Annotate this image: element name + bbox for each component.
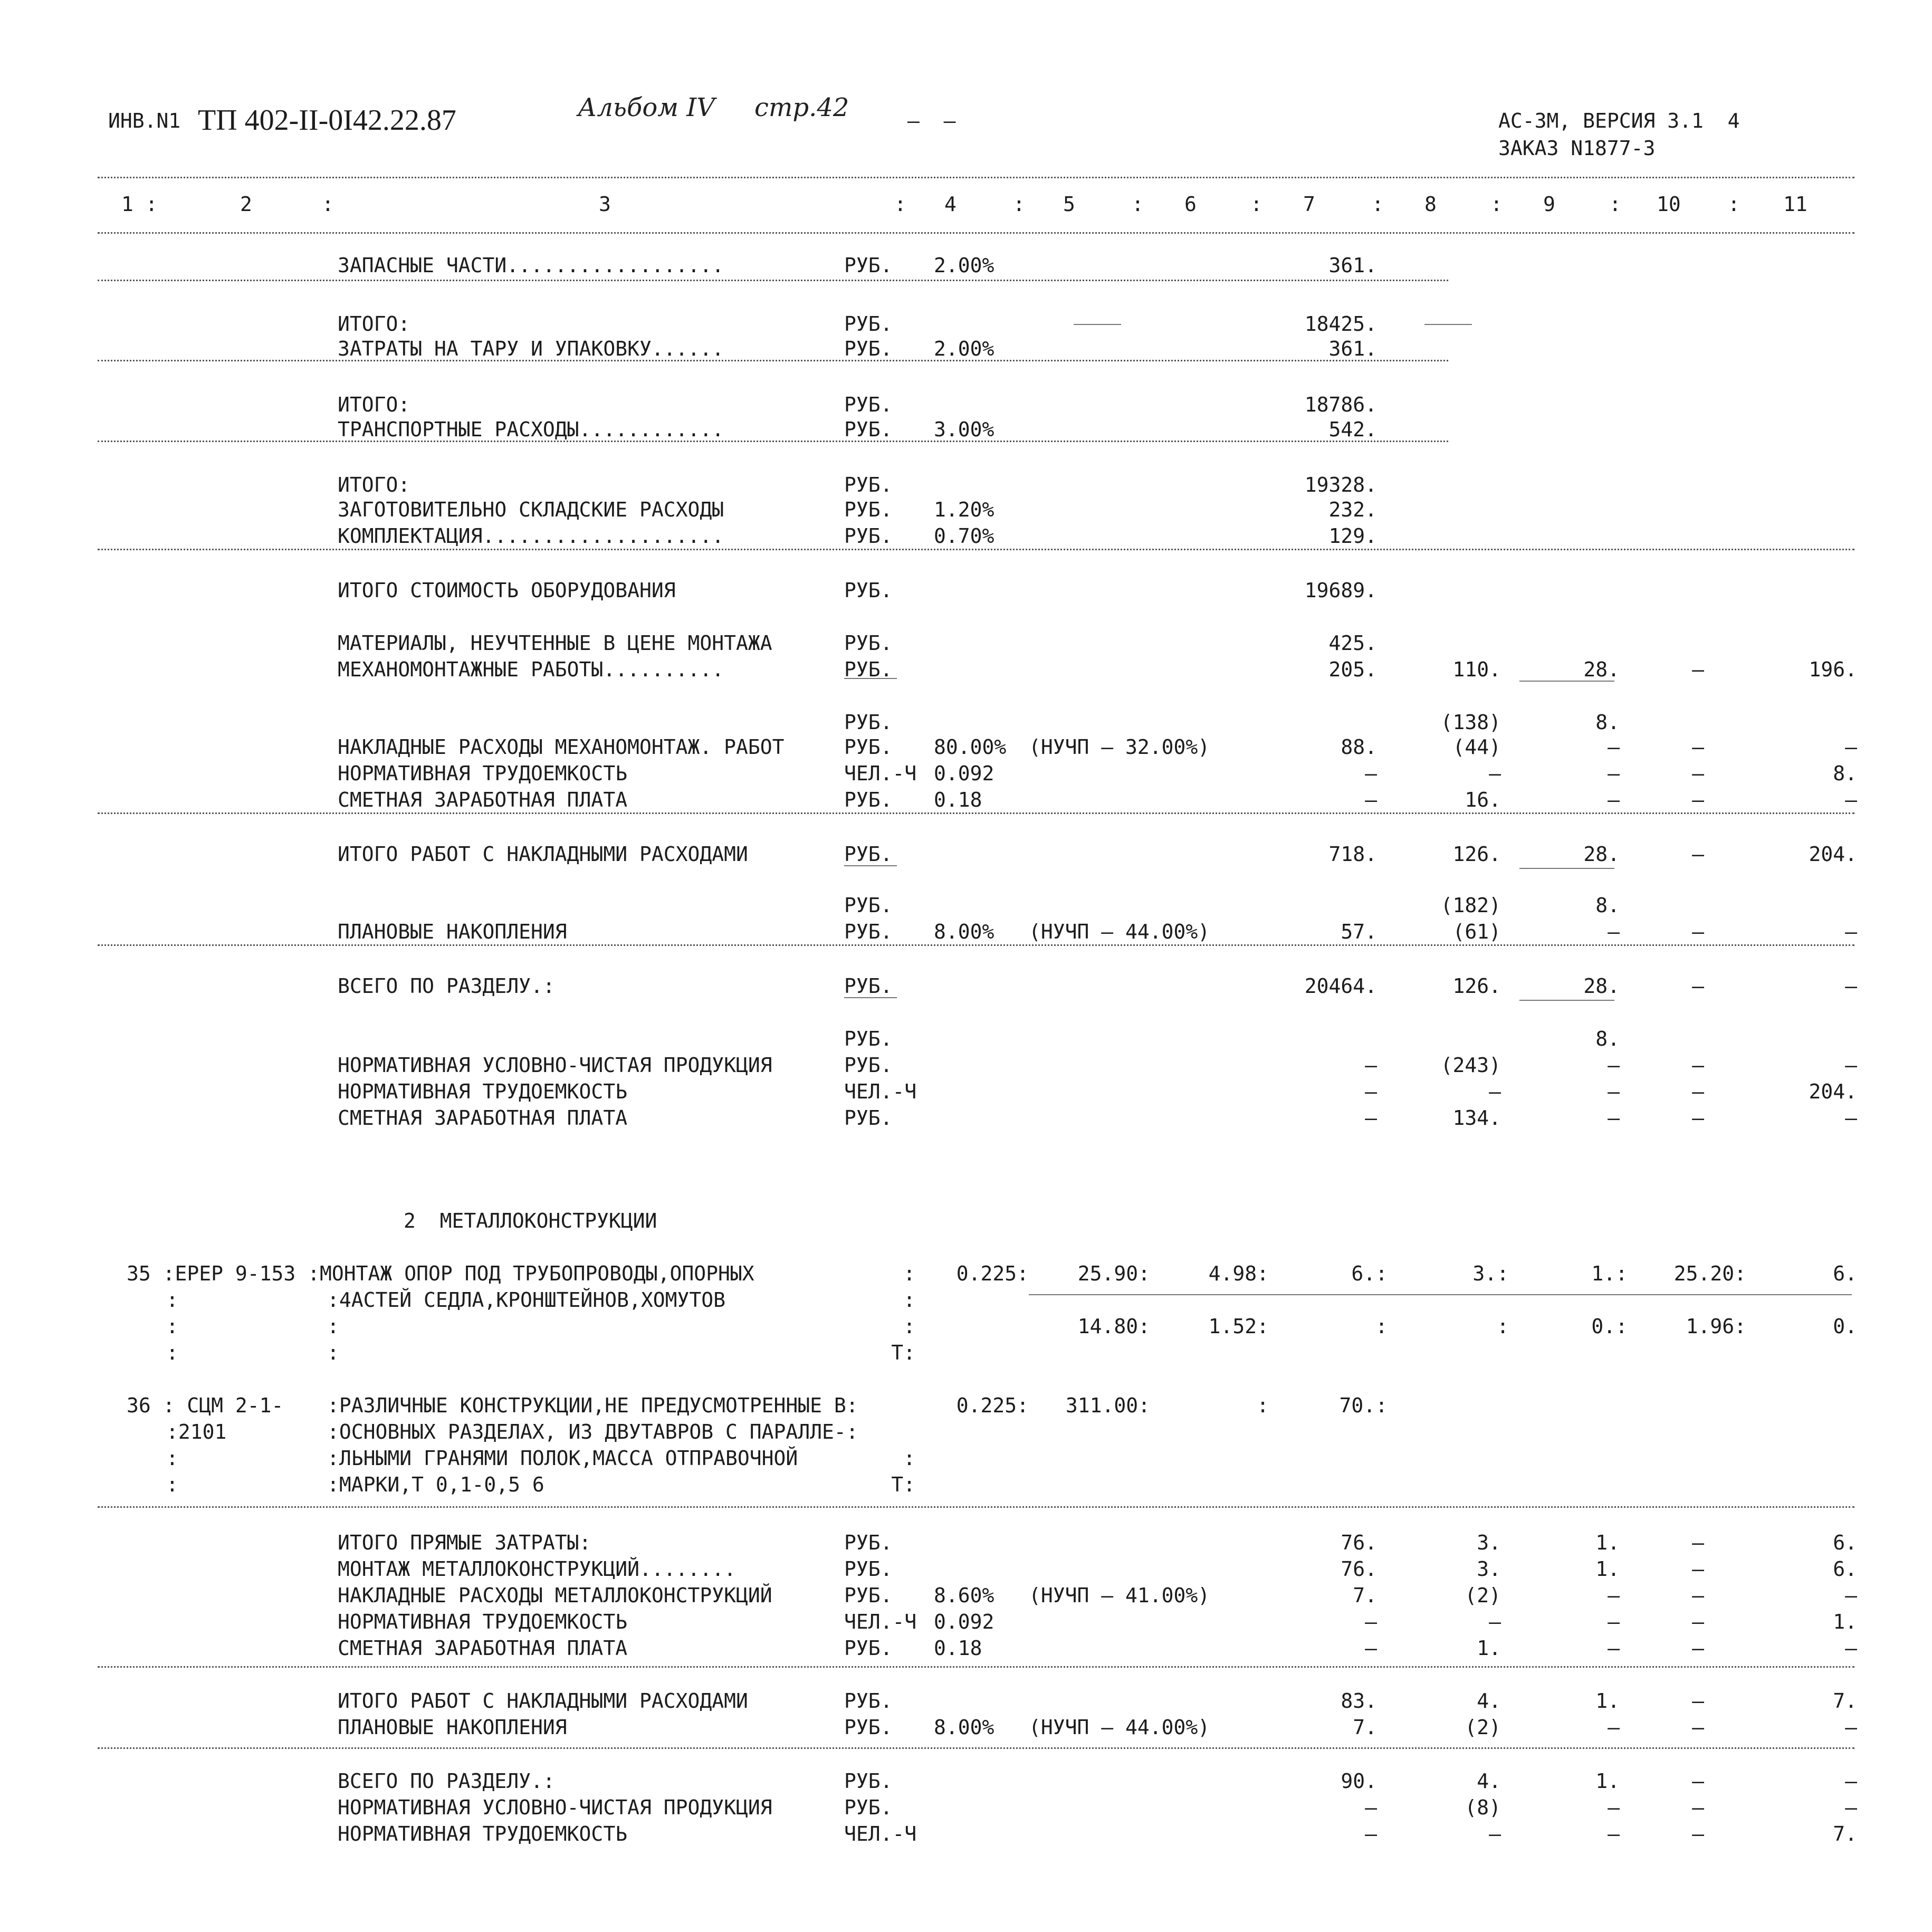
- table-cell: :: [327, 1341, 339, 1364]
- table-cell: ЗАТРАТЫ НА ТАРУ И УПАКОВКУ......: [338, 337, 724, 360]
- table-cell: ЧЕЛ.-Ч: [844, 1610, 917, 1633]
- underline: [1519, 868, 1614, 869]
- table-cell: :ОСНОВНЫХ РАЗДЕЛАХ, ИЗ ДВУТАВРОВ С ПАРАЛЛЕ-:: [327, 1420, 858, 1443]
- table-cell: :: [903, 1315, 915, 1338]
- table-cell: РУБ.: [844, 1106, 893, 1130]
- table-cell: 76.: [1341, 1531, 1377, 1554]
- table-cell: –: [1692, 1584, 1704, 1607]
- table-cell: –: [1365, 1822, 1377, 1845]
- table-cell: ИТОГО СТОИМОСТЬ ОБОРУДОВАНИЯ: [338, 579, 676, 602]
- table-cell: НОРМАТИВНАЯ ТРУДОЕМКОСТЬ: [338, 1080, 628, 1103]
- document-number: ТП 402-II-0I42.22.87: [198, 104, 456, 137]
- table-cell: (НУЧП – 44.00%): [1029, 920, 1210, 943]
- table-cell: –: [1692, 658, 1704, 681]
- table-cell: РУБ.: [844, 1637, 893, 1660]
- table-cell: 3.00%: [934, 418, 994, 441]
- table-cell: 18425.: [1304, 312, 1377, 336]
- order-number: ЗАКАЗ N1877-3: [1498, 137, 1656, 160]
- table-cell: ВСЕГО ПО РАЗДЕЛУ.:: [338, 974, 555, 998]
- table-cell: РУБ.: [844, 1557, 893, 1581]
- column-header-cell: :: [1728, 193, 1740, 216]
- table-cell: 6.: [1833, 1531, 1857, 1554]
- table-cell: РУБ.: [844, 473, 893, 496]
- page-note: стр.42: [754, 93, 849, 122]
- column-header-cell: 3: [599, 193, 611, 216]
- table-cell: (НУЧП – 44.00%): [1029, 1716, 1210, 1739]
- separator: [98, 812, 1854, 814]
- table-cell: :: [166, 1341, 178, 1364]
- table-cell: –: [1692, 1689, 1704, 1713]
- underline: [844, 678, 897, 679]
- table-cell: :: [903, 1262, 915, 1285]
- table-cell: 8.00%: [934, 1716, 994, 1739]
- table-cell: 2.00%: [934, 254, 994, 277]
- table-cell: (НУЧП – 32.00%): [1029, 735, 1210, 759]
- table-cell: (2): [1465, 1716, 1501, 1739]
- table-cell: РУБ.: [844, 254, 893, 277]
- table-cell: ИТОГО ПРЯМЫЕ ЗАТРАТЫ:: [338, 1531, 591, 1554]
- table-cell: :: [166, 1288, 178, 1312]
- table-cell: 4.: [1477, 1689, 1501, 1713]
- table-cell: –: [1608, 735, 1620, 759]
- table-cell: –: [1845, 974, 1857, 998]
- table-cell: 0.225:: [956, 1262, 1029, 1285]
- table-cell: 8.: [1595, 1027, 1620, 1050]
- table-cell: (44): [1452, 735, 1501, 759]
- table-cell: ИТОГО РАБОТ С НАКЛАДНЫМИ РАСХОДАМИ: [338, 1689, 748, 1713]
- table-cell: РУБ.: [844, 1689, 893, 1713]
- table-cell: –: [1845, 920, 1857, 943]
- table-cell: –: [1365, 1796, 1377, 1819]
- table-cell: 19328.: [1304, 473, 1377, 496]
- table-cell: –: [1845, 1637, 1857, 1660]
- table-cell: :: [1375, 1315, 1388, 1338]
- table-cell: –: [1845, 788, 1857, 811]
- table-cell: :: [1497, 1315, 1509, 1338]
- table-cell: ВСЕГО ПО РАЗДЕЛУ.:: [338, 1770, 555, 1793]
- underline: [1074, 324, 1121, 325]
- table-cell: 8.00%: [934, 920, 994, 943]
- column-header-cell: :: [1372, 193, 1384, 216]
- table-cell: :: [903, 1447, 915, 1470]
- separator: [98, 1747, 1854, 1749]
- table-cell: РУБ.: [844, 1054, 893, 1077]
- table-cell: ЗАГОТОВИТЕЛЬНО СКЛАДСКИЕ РАСХОДЫ: [338, 498, 724, 521]
- table-cell: 1.52:: [1208, 1315, 1269, 1338]
- table-cell: :2101: [166, 1420, 227, 1443]
- table-cell: ЗАПАСНЫЕ ЧАСТИ..................: [338, 254, 724, 277]
- table-cell: –: [1489, 1080, 1501, 1103]
- table-cell: МАТЕРИАЛЫ, НЕУЧТЕННЫЕ В ЦЕНЕ МОНТАЖА: [338, 632, 772, 655]
- table-cell: 0.18: [934, 1637, 982, 1660]
- table-cell: НОРМАТИВНАЯ ТРУДОЕМКОСТЬ: [338, 1610, 628, 1633]
- table-cell: РУБ.: [844, 418, 893, 441]
- table-cell: РУБ.: [844, 579, 893, 602]
- table-cell: –: [1692, 920, 1704, 943]
- table-cell: ТРАНСПОРТНЫЕ РАСХОДЫ............: [338, 418, 724, 441]
- table-cell: –: [1489, 1822, 1501, 1845]
- table-cell: 88.: [1341, 735, 1377, 759]
- table-cell: (8): [1465, 1796, 1501, 1819]
- table-cell: РУБ.: [844, 1716, 893, 1739]
- table-cell: 1.: [1477, 1637, 1501, 1660]
- table-cell: 18786.: [1304, 393, 1377, 416]
- table-cell: ИТОГО:: [338, 312, 410, 336]
- table-cell: 3.: [1477, 1531, 1501, 1554]
- table-cell: –: [1692, 974, 1704, 998]
- table-cell: РУБ.: [844, 974, 893, 998]
- table-cell: –: [1608, 1796, 1620, 1819]
- table-cell: –: [1692, 1054, 1704, 1077]
- separator: [98, 441, 1448, 442]
- table-cell: СМЕТНАЯ ЗАРАБОТНАЯ ПЛАТА: [338, 1637, 628, 1660]
- table-cell: 361.: [1328, 337, 1377, 360]
- table-cell: –: [1692, 1106, 1704, 1130]
- underline: [1424, 324, 1472, 325]
- table-cell: РУБ.: [844, 788, 893, 811]
- header-dashes: – –: [907, 109, 956, 132]
- table-cell: –: [1608, 1106, 1620, 1130]
- table-cell: 8.60%: [934, 1584, 994, 1607]
- table-cell: ЧЕЛ.-Ч: [844, 762, 917, 785]
- underline: [1519, 1000, 1614, 1001]
- table-cell: ИТОГО:: [338, 473, 410, 496]
- table-cell: СМЕТНАЯ ЗАРАБОТНАЯ ПЛАТА: [338, 1106, 628, 1130]
- table-cell: :: [327, 1315, 339, 1338]
- underline: [844, 997, 897, 998]
- underline: [1029, 1294, 1852, 1295]
- table-cell: (НУЧП – 41.00%): [1029, 1584, 1210, 1607]
- inventory-label: ИНВ.N1: [108, 109, 181, 132]
- column-header-bottom-rule: [98, 232, 1854, 234]
- table-cell: 205.: [1328, 658, 1377, 681]
- column-header-cell: 1 :: [121, 193, 158, 216]
- table-cell: 129.: [1328, 524, 1377, 548]
- table-cell: :: [166, 1447, 178, 1470]
- table-cell: НАКЛАДНЫЕ РАСХОДЫ МЕХАНОМОНТАЖ. РАБОТ: [338, 735, 785, 759]
- column-header-cell: :: [1609, 193, 1621, 216]
- table-cell: –: [1692, 1557, 1704, 1581]
- column-header-cell: :: [1490, 193, 1503, 216]
- table-cell: СМЕТНАЯ ЗАРАБОТНАЯ ПЛАТА: [338, 788, 628, 811]
- table-cell: –: [1608, 1637, 1620, 1660]
- table-cell: –: [1692, 1531, 1704, 1554]
- table-cell: НОРМАТИВНАЯ ТРУДОЕМКОСТЬ: [338, 762, 628, 785]
- table-cell: :4АСТЕЙ СЕДЛА,КРОНШТЕЙНОВ,ХОМУТОВ: [327, 1288, 725, 1312]
- table-cell: –: [1365, 1106, 1377, 1130]
- column-header-cell: :: [1250, 193, 1263, 216]
- table-cell: 36 : СЦМ 2-1-: [127, 1394, 284, 1417]
- table-cell: (182): [1440, 894, 1501, 917]
- table-cell: –: [1692, 1822, 1704, 1845]
- table-cell: –: [1845, 1106, 1857, 1130]
- table-cell: КОМПЛЕКТАЦИЯ....................: [338, 524, 724, 548]
- table-cell: 1.: [1595, 1770, 1620, 1793]
- column-header-cell: 8: [1424, 193, 1437, 216]
- column-header-top-rule: [98, 177, 1854, 178]
- separator: [98, 944, 1854, 946]
- table-cell: 196.: [1809, 658, 1857, 681]
- table-cell: (243): [1440, 1054, 1501, 1077]
- table-cell: 0.225:: [956, 1394, 1029, 1417]
- table-cell: (138): [1440, 711, 1501, 734]
- table-cell: ЧЕЛ.-Ч: [844, 1080, 917, 1103]
- table-cell: РУБ.: [844, 312, 893, 336]
- table-cell: 4.98:: [1208, 1262, 1269, 1285]
- column-header-cell: :: [322, 193, 334, 216]
- table-cell: 7.: [1833, 1822, 1857, 1845]
- column-header-cell: 2: [240, 193, 252, 216]
- table-cell: РУБ.: [844, 843, 893, 866]
- table-cell: МЕХАНОМОНТАЖНЫЕ РАБОТЫ..........: [338, 658, 724, 681]
- column-header-cell: 7: [1303, 193, 1315, 216]
- table-cell: 361.: [1328, 254, 1377, 277]
- table-cell: 1.:: [1591, 1262, 1628, 1285]
- table-cell: 0.70%: [934, 524, 994, 548]
- table-cell: РУБ.: [844, 1584, 893, 1607]
- table-cell: –: [1692, 843, 1704, 866]
- table-cell: :: [1257, 1394, 1269, 1417]
- table-cell: Т:: [891, 1341, 915, 1364]
- table-cell: Т:: [891, 1473, 915, 1496]
- table-cell: 7.: [1353, 1716, 1377, 1739]
- table-cell: –: [1845, 1716, 1857, 1739]
- table-cell: 25.20:: [1673, 1262, 1746, 1285]
- table-cell: 80.00%: [934, 735, 1007, 759]
- table-cell: –: [1365, 1054, 1377, 1077]
- table-cell: 542.: [1328, 418, 1377, 441]
- table-cell: –: [1692, 1770, 1704, 1793]
- table-cell: 1.: [1595, 1531, 1620, 1554]
- table-cell: 0.:: [1591, 1315, 1628, 1338]
- table-cell: –: [1845, 1584, 1857, 1607]
- table-cell: 110.: [1452, 658, 1501, 681]
- table-cell: –: [1692, 735, 1704, 759]
- table-cell: 28.: [1583, 658, 1620, 681]
- table-cell: –: [1608, 920, 1620, 943]
- column-header-cell: 4: [944, 193, 957, 216]
- table-cell: :МАРКИ,Т 0,1-0,5 6: [327, 1473, 544, 1496]
- table-cell: –: [1608, 1080, 1620, 1103]
- table-cell: 204.: [1809, 843, 1857, 866]
- table-cell: 1.20%: [934, 498, 994, 521]
- table-cell: 70.:: [1339, 1394, 1388, 1417]
- table-cell: –: [1692, 762, 1704, 785]
- table-cell: (2): [1465, 1584, 1501, 1607]
- table-cell: –: [1489, 1610, 1501, 1633]
- table-cell: –: [1845, 1796, 1857, 1819]
- table-cell: 126.: [1452, 974, 1501, 998]
- table-cell: 425.: [1328, 632, 1377, 655]
- table-cell: РУБ.: [844, 894, 893, 917]
- table-cell: РУБ.: [844, 735, 893, 759]
- table-cell: –: [1608, 788, 1620, 811]
- table-cell: 718.: [1328, 843, 1377, 866]
- album-note: Альбом IV: [578, 93, 715, 122]
- table-cell: 1.: [1833, 1610, 1857, 1633]
- table-cell: РУБ.: [844, 524, 893, 548]
- table-cell: –: [1692, 1796, 1704, 1819]
- table-cell: :: [166, 1315, 178, 1338]
- table-cell: 16.: [1465, 788, 1501, 811]
- table-cell: –: [1845, 1054, 1857, 1077]
- table-cell: –: [1608, 1716, 1620, 1739]
- separator: [98, 280, 1448, 281]
- table-cell: РУБ.: [844, 1531, 893, 1554]
- table-cell: –: [1845, 735, 1857, 759]
- table-cell: 83.: [1341, 1689, 1377, 1713]
- table-cell: 1.: [1595, 1689, 1620, 1713]
- table-cell: –: [1845, 1770, 1857, 1793]
- table-cell: 8.: [1833, 762, 1857, 785]
- table-cell: :: [166, 1473, 178, 1496]
- table-cell: ЧЕЛ.-Ч: [844, 1822, 917, 1845]
- table-cell: 2 МЕТАЛЛОКОНСТРУКЦИИ: [404, 1209, 657, 1232]
- table-cell: 1.96:: [1686, 1315, 1746, 1338]
- table-cell: –: [1692, 788, 1704, 811]
- table-cell: РУБ.: [844, 1796, 893, 1819]
- table-cell: –: [1365, 1637, 1377, 1660]
- table-cell: 3.:: [1472, 1262, 1509, 1285]
- table-cell: 28.: [1583, 843, 1620, 866]
- column-header-cell: 9: [1543, 193, 1555, 216]
- column-header-cell: :: [894, 193, 906, 216]
- table-cell: –: [1608, 1822, 1620, 1845]
- table-cell: 19689.: [1304, 579, 1377, 602]
- table-cell: РУБ.: [844, 711, 893, 734]
- system-version: АС-3М, ВЕРСИЯ 3.1 4: [1498, 109, 1740, 132]
- table-cell: 0.: [1833, 1315, 1857, 1338]
- table-cell: 232.: [1328, 498, 1377, 521]
- table-cell: 76.: [1341, 1557, 1377, 1581]
- table-cell: 1.: [1595, 1557, 1620, 1581]
- underline: [844, 865, 897, 866]
- table-cell: РУБ.: [844, 1770, 893, 1793]
- table-cell: 8.: [1595, 894, 1620, 917]
- column-header-cell: 6: [1184, 193, 1197, 216]
- table-cell: 6.: [1833, 1557, 1857, 1581]
- table-cell: 204.: [1809, 1080, 1857, 1103]
- table-cell: :ЛЬНЫМИ ГРАНЯМИ ПОЛОК,МАССА ОТПРАВОЧНОЙ: [327, 1447, 798, 1470]
- table-cell: 311.00:: [1065, 1394, 1150, 1417]
- table-cell: 2.00%: [934, 337, 994, 360]
- table-cell: РУБ.: [844, 658, 893, 681]
- table-cell: ПЛАНОВЫЕ НАКОПЛЕНИЯ: [338, 920, 567, 943]
- table-cell: МОНТАЖ МЕТАЛЛОКОНСТРУКЦИЙ........: [338, 1557, 736, 1581]
- table-cell: 7.: [1353, 1584, 1377, 1607]
- column-header-cell: 10: [1657, 193, 1681, 216]
- table-cell: НОРМАТИВНАЯ ТРУДОЕМКОСТЬ: [338, 1822, 628, 1845]
- table-cell: 90.: [1341, 1770, 1377, 1793]
- table-cell: РУБ.: [844, 498, 893, 521]
- table-cell: НОРМАТИВНАЯ УСЛОВНО-ЧИСТАЯ ПРОДУКЦИЯ: [338, 1796, 772, 1819]
- table-cell: 7.: [1833, 1689, 1857, 1713]
- table-cell: НАКЛАДНЫЕ РАСХОДЫ МЕТАЛЛОКОНСТРУКЦИЙ: [338, 1584, 772, 1607]
- table-cell: 0.092: [934, 1610, 994, 1633]
- table-cell: 0.092: [934, 762, 994, 785]
- table-cell: –: [1365, 762, 1377, 785]
- table-cell: 126.: [1452, 843, 1501, 866]
- underline: [1519, 681, 1614, 682]
- separator: [98, 360, 1448, 361]
- table-cell: 0.18: [934, 788, 982, 811]
- table-cell: 14.80:: [1077, 1315, 1150, 1338]
- column-header-cell: :: [1132, 193, 1144, 216]
- table-cell: 28.: [1583, 974, 1620, 998]
- table-cell: 20464.: [1304, 974, 1377, 998]
- column-header-cell: 11: [1783, 193, 1807, 216]
- table-cell: –: [1692, 1716, 1704, 1739]
- table-cell: РУБ.: [844, 632, 893, 655]
- table-cell: –: [1692, 1637, 1704, 1660]
- table-cell: РУБ.: [844, 920, 893, 943]
- table-cell: –: [1365, 1610, 1377, 1633]
- table-cell: –: [1692, 1080, 1704, 1103]
- table-cell: 57.: [1341, 920, 1377, 943]
- table-cell: НОРМАТИВНАЯ УСЛОВНО-ЧИСТАЯ ПРОДУКЦИЯ: [338, 1054, 772, 1077]
- table-cell: 6.:: [1351, 1262, 1388, 1285]
- table-cell: 3.: [1477, 1557, 1501, 1581]
- table-cell: –: [1489, 762, 1501, 785]
- table-cell: РУБ.: [844, 337, 893, 360]
- table-cell: :: [903, 1288, 915, 1312]
- table-cell: 25.90:: [1077, 1262, 1150, 1285]
- table-cell: :РАЗЛИЧНЫЕ КОНСТРУКЦИИ,НЕ ПРЕДУСМОТРЕННЫЕ В:: [327, 1394, 858, 1417]
- table-cell: РУБ.: [844, 1027, 893, 1050]
- separator: [98, 1666, 1854, 1668]
- table-cell: 6.: [1833, 1262, 1857, 1285]
- table-cell: ИТОГО РАБОТ С НАКЛАДНЫМИ РАСХОДАМИ: [338, 843, 748, 866]
- table-cell: (61): [1452, 920, 1501, 943]
- table-cell: –: [1365, 1080, 1377, 1103]
- column-header-cell: :: [1013, 193, 1025, 216]
- table-cell: ПЛАНОВЫЕ НАКОПЛЕНИЯ: [338, 1716, 567, 1739]
- table-cell: РУБ.: [844, 393, 893, 416]
- table-cell: –: [1608, 1584, 1620, 1607]
- table-cell: 4.: [1477, 1770, 1501, 1793]
- separator: [98, 549, 1854, 550]
- table-cell: 8.: [1595, 711, 1620, 734]
- table-cell: –: [1365, 788, 1377, 811]
- table-cell: –: [1608, 1054, 1620, 1077]
- table-cell: 35 :ЕРЕР 9-153 :МОНТАЖ ОПОР ПОД ТРУБОПРОВОДЫ,ОПОРНЫХ: [127, 1262, 754, 1285]
- table-cell: –: [1608, 762, 1620, 785]
- separator: [98, 1506, 1854, 1508]
- column-header-cell: 5: [1063, 193, 1075, 216]
- table-cell: ИТОГО:: [338, 393, 410, 416]
- table-cell: –: [1692, 1610, 1704, 1633]
- table-cell: –: [1608, 1610, 1620, 1633]
- table-cell: 134.: [1452, 1106, 1501, 1130]
